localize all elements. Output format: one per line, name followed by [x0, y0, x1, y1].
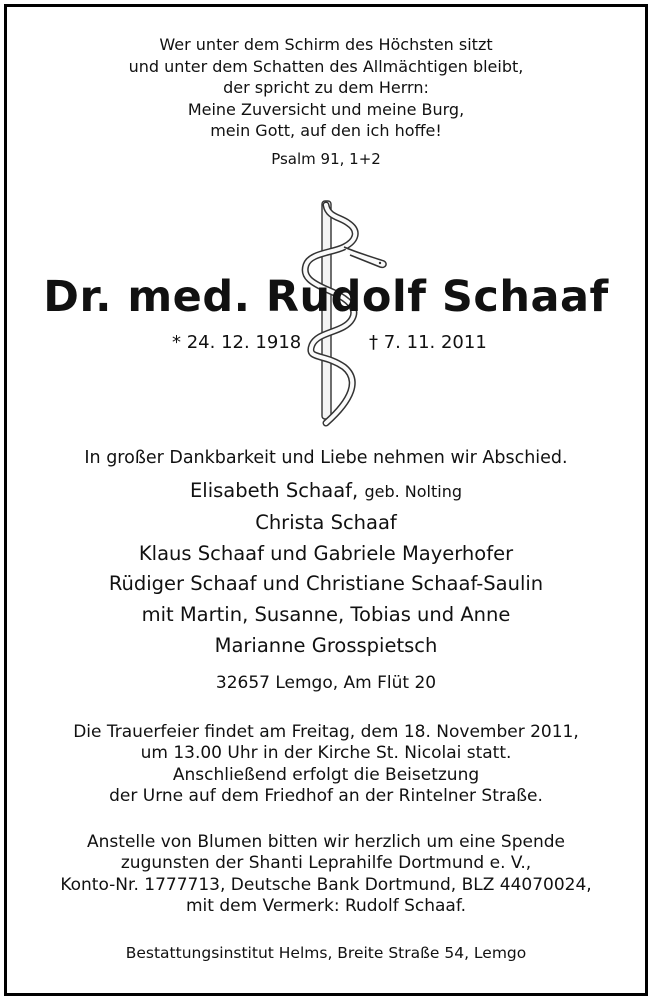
- mourner-line: Christa Schaaf: [255, 510, 397, 534]
- mourner-line: mit Martin, Susanne, Tobias und Anne: [141, 603, 511, 627]
- mourner-name: Elisabeth Schaaf,: [189, 479, 359, 502]
- mourner-line: Marianne Grosspietsch: [214, 633, 438, 657]
- psalm-reference: Psalm 91, 1+2: [271, 150, 381, 168]
- mourner-line: Klaus Schaaf und Gabriele Mayerhofer: [138, 541, 514, 565]
- mourners-list: [0, 476, 652, 662]
- birth-date: * 24. 12. 1918: [172, 332, 302, 353]
- donation-line: mit dem Vermerk: Rudolf Schaaf.: [185, 895, 467, 916]
- death-date: † 7. 11. 2011: [369, 332, 487, 353]
- family-address: 32657 Lemgo, Am Flüt 20: [215, 673, 437, 693]
- undertaker-info: Bestattungsinstitut Helms, Breite Straße 54, Lemgo: [125, 944, 527, 962]
- deceased-name: Dr. med. Rudolf Schaaf: [43, 272, 609, 322]
- funeral-line: um 13.00 Uhr in der Kirche St. Nicolai statt.: [140, 743, 512, 764]
- psalm-line: und unter dem Schatten des Allmächtigen bleibt,: [128, 56, 524, 76]
- donation-line: Anstelle von Blumen bitten wir herzlich um eine Spende: [87, 832, 565, 852]
- mourner-line: Rüdiger Schaaf und Christiane Schaaf-Saulin: [108, 572, 544, 596]
- maiden-name: geb. Nolting: [364, 482, 462, 501]
- funeral-line: der Urne auf dem Friedhof an der Rintelner Straße.: [109, 785, 543, 806]
- donation-request: [0, 832, 652, 917]
- farewell-intro: In großer Dankbarkeit und Liebe nehmen wir Abschied.: [84, 448, 568, 468]
- donation-line: zugunsten der Shanti Leprahilfe Dortmund e. V.,: [120, 853, 532, 874]
- funeral-line: Die Trauerfeier findet am Freitag, dem 18. November 2011,: [73, 722, 579, 742]
- mourner-line: [0, 476, 652, 508]
- donation-line: Konto-Nr. 1777713, Deutsche Bank Dortmund, BLZ 44070024,: [60, 874, 592, 895]
- psalm-quote: [0, 34, 652, 142]
- psalm-line: mein Gott, auf den ich hoffe!: [210, 121, 442, 141]
- psalm-line: der spricht zu dem Herrn:: [223, 78, 429, 98]
- psalm-line: Wer unter dem Schirm des Höchsten sitzt: [159, 35, 493, 54]
- funeral-details: [0, 722, 652, 807]
- funeral-line: Anschließend erfolgt die Beisetzung: [172, 764, 480, 785]
- psalm-line: Meine Zuversicht und meine Burg,: [187, 99, 465, 119]
